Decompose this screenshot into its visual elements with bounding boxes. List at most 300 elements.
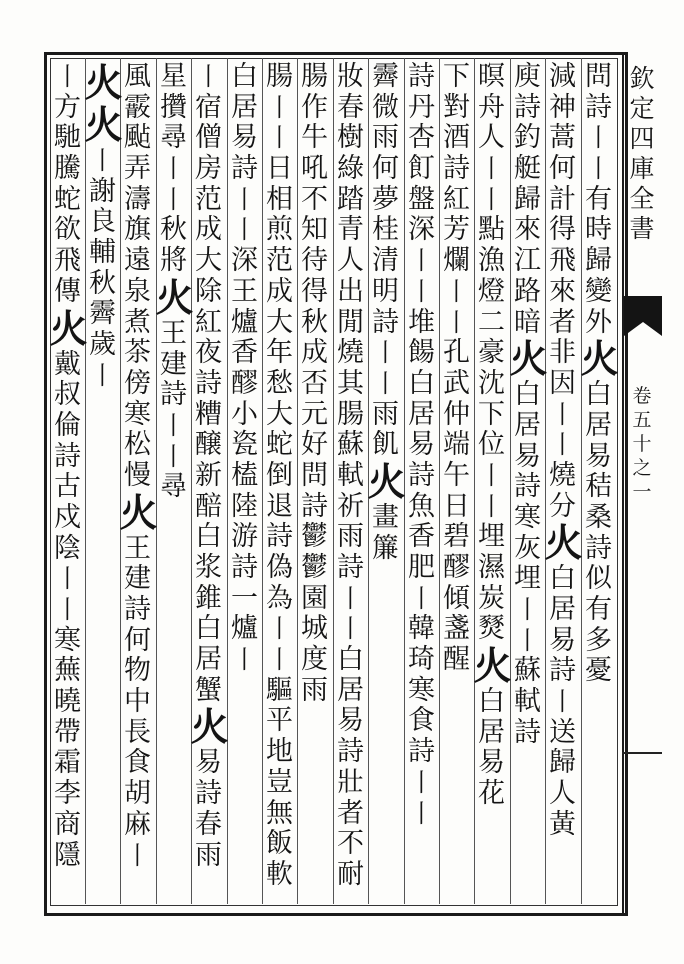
glyph: 元 [301,398,328,430]
glyph: 酒 [443,122,470,154]
glyph: 建 [124,563,151,595]
glyph: 丨 [337,614,363,644]
glyph: 醒 [443,644,470,676]
glyph: 平 [266,705,293,737]
glyph: 為 [266,582,293,614]
glyph: 居 [337,674,364,706]
glyph: 丨 [372,368,398,398]
glyph: 丨 [231,184,257,214]
glyph: 雨 [372,122,399,154]
glyph: 壯 [337,766,364,798]
glyph: 戍 [54,501,81,533]
glyph: 愁 [266,367,293,399]
glyph: 醅 [195,490,222,522]
text-column [580,61,619,902]
glyph: 鬱 [301,552,328,583]
glyph: 丨 [160,154,186,184]
glyph: 尋 [160,471,187,503]
glyph: 雨 [337,521,364,553]
glyph: 中 [124,686,151,718]
glyph: 紅 [443,183,470,215]
glyph: 好 [301,429,328,461]
glyph: 易 [195,747,222,779]
glyph: 飛 [549,245,576,277]
glyph: 下 [443,61,470,92]
glyph: 丨 [478,184,504,214]
glyph: 餳 [408,337,435,369]
glyph: 碧 [443,521,470,553]
glyph: 歲 [89,329,116,361]
glyph: 對 [443,91,470,123]
glyph: 寒 [408,674,435,706]
text-column [49,62,88,902]
glyph: 火 [367,458,406,504]
glyph: 蛇 [54,183,81,215]
glyph: 丨 [266,123,292,153]
glyph: 非 [549,337,576,369]
glyph: 得 [549,214,576,246]
glyph: 丨 [54,595,80,624]
glyph: 青 [337,214,364,246]
glyph: 日 [443,490,470,522]
glyph: 深 [231,245,258,277]
glyph: 路 [514,275,541,307]
glyph: 似 [585,563,612,595]
glyph: 丨 [585,123,611,153]
glyph: 良 [89,206,116,238]
glyph: 陰 [54,532,81,564]
glyph: 退 [266,490,293,522]
glyph: 霰 [124,91,151,123]
glyph: 詩 [408,61,435,92]
glyph: 小 [231,398,258,430]
glyph: 秋 [301,306,328,338]
glyph: 香 [231,337,258,369]
glyph: 丨 [160,184,186,214]
glyph: 者 [337,797,364,829]
glyph: 燈 [478,275,505,307]
glyph: 煎 [266,214,293,246]
glyph: 詩 [549,655,576,687]
glyph: 居 [231,91,258,123]
glyph: 詩 [301,490,328,522]
glyph: 馳 [54,122,81,154]
glyph: 星 [160,61,187,92]
glyph: 盤 [408,183,435,215]
glyph: 燹 [478,613,505,645]
glyph: 之 [632,457,652,479]
glyph: 軾 [514,686,541,718]
glyph: 霜 [54,747,81,779]
glyph: 卷 [632,385,652,407]
glyph: 四 [629,124,655,153]
margin-rule [622,752,662,754]
glyph: 丨 [372,338,398,368]
glyph: 丨 [266,92,292,122]
glyph: 詩 [372,306,399,338]
glyph: 計 [549,183,576,215]
glyph: 舟 [478,91,505,123]
glyph: 易 [549,624,576,656]
glyph: 易 [231,122,258,154]
glyph: 明 [372,275,399,307]
glyph: 燒 [549,459,576,491]
glyph: 詩 [231,153,258,185]
glyph: 王 [231,275,258,307]
glyph: 颭 [124,122,151,154]
glyph: 偽 [266,552,293,583]
glyph: 方 [54,91,81,123]
glyph: 傾 [443,582,470,614]
glyph: 炭 [478,582,505,614]
glyph: 不 [301,183,328,215]
glyph: 爐 [231,306,258,338]
glyph: 丹 [408,91,435,123]
glyph: 居 [585,409,612,441]
glyph: 丨 [54,62,80,91]
glyph: 糟 [195,398,222,430]
glyph: 燒 [337,337,364,369]
glyph: 松 [124,429,151,461]
glyph: 艇 [514,153,541,185]
glyph: 詩 [514,91,541,123]
glyph: 寒 [54,624,81,656]
glyph: 白 [231,61,258,92]
glyph: 埋 [478,521,505,553]
glyph: 丨 [443,307,469,337]
glyph: 丨 [266,614,292,644]
glyph: 者 [549,306,576,338]
glyph: 風 [124,61,151,92]
glyph: 相 [266,183,293,215]
text-column [119,61,158,902]
glyph: 歸 [514,183,541,215]
glyph: 送 [549,716,576,748]
glyph: 尋 [160,122,187,154]
text-column [227,62,262,902]
glyph: 十 [632,433,652,455]
glyph: 火 [49,305,88,351]
glyph: 茶 [124,337,151,369]
glyph: 沈 [478,367,505,399]
text-column [544,61,583,902]
glyph: 五 [632,409,652,431]
glyph: 傳 [54,275,81,307]
glyph: 飯 [266,828,293,860]
glyph: 醸 [195,429,222,461]
glyph: 丨 [478,491,504,521]
glyph: 飢 [372,429,399,461]
glyph: 攢 [160,91,187,123]
glyph: 丨 [549,430,575,460]
glyph: 江 [514,245,541,277]
glyph: 遠 [124,245,151,277]
glyph: 詩 [54,440,81,472]
glyph: 豪 [478,337,505,369]
glyph: 待 [301,245,328,277]
glyph: 易 [585,440,612,472]
fishtail-mark [624,296,662,336]
glyph: 成 [266,275,293,307]
glyph: 分 [549,490,576,522]
glyph: 有 [585,183,612,215]
glyph: 白 [408,367,435,399]
glyph: 詩 [124,594,151,625]
glyph: 多 [585,624,612,656]
glyph: 白 [478,686,505,718]
glyph: 霽 [372,61,399,92]
glyph: 騰 [54,153,81,185]
glyph: 火 [190,704,229,750]
glyph: 清 [372,245,399,277]
glyph: 詩 [231,552,258,583]
glyph: 何 [549,153,576,185]
glyph: 詩 [408,459,435,491]
glyph: 憂 [585,655,612,687]
glyph: 大 [266,306,293,338]
glyph: 古 [54,471,81,503]
text-column [262,62,297,902]
glyph: 成 [195,214,222,246]
glyph: 王 [160,317,187,349]
glyph: 瓷 [231,429,258,461]
glyph: 春 [195,808,222,840]
glyph: 釣 [514,122,541,154]
glyph: 祈 [337,490,364,522]
glyph: 范 [195,183,222,215]
glyph: 蕪 [54,655,81,687]
glyph: 易 [337,705,364,737]
glyph: 范 [266,245,293,277]
glyph: 丨 [549,687,575,717]
glyph: 軾 [337,459,364,491]
glyph: 秋 [160,214,187,246]
glyph: 蒿 [549,122,576,154]
glyph: 詩 [337,736,364,768]
glyph: 麻 [124,808,151,840]
glyph: 韓 [408,613,435,645]
glyph: 腸 [301,61,328,92]
glyph: 醪 [443,552,470,583]
glyph: 居 [478,716,505,748]
glyph: 堆 [408,306,435,338]
glyph: 夢 [372,183,399,215]
glyph: 建 [160,348,187,380]
glyph: 端 [443,429,470,461]
glyph: 胡 [124,778,151,810]
glyph: 榼 [231,459,258,491]
glyph: 書 [629,214,655,243]
text-column [404,62,439,902]
glyph: 陸 [231,490,258,522]
glyph: 濕 [478,552,505,583]
glyph: 倒 [266,459,293,491]
glyph: 埋 [514,563,541,595]
glyph: 肥 [408,552,435,583]
glyph: 桂 [372,214,399,246]
glyph: 黃 [549,808,576,840]
glyph: 灰 [514,532,541,564]
glyph: 詩 [337,552,364,583]
text-column [473,61,512,902]
glyph: 蟹 [195,674,222,706]
glyph: 居 [514,409,541,441]
glyph: 丨 [408,583,434,613]
glyph: 定 [629,94,655,123]
glyph: 詩 [443,153,470,185]
glyph: 丨 [160,441,186,471]
glyph: 雨 [195,839,222,871]
glyph: 否 [301,367,328,399]
glyph: 夜 [195,337,222,369]
glyph: 吼 [301,153,328,185]
glyph: 弄 [124,153,151,185]
glyph: 春 [337,91,364,123]
glyph: 日 [266,153,293,185]
glyph: 錐 [195,582,222,614]
glyph: 武 [443,367,470,399]
glyph: 白 [514,379,541,411]
glyph: 詩 [160,379,187,411]
glyph: 宿 [195,91,222,123]
glyph: 庾 [514,61,541,92]
glyph: 深 [408,214,435,246]
glyph: 大 [195,245,222,277]
glyph: 飛 [54,245,81,277]
text-column [333,62,368,902]
glyph: 居 [195,644,222,676]
glyph: 無 [266,797,293,829]
glyph: 有 [585,594,612,625]
glyph: 火 [119,489,158,535]
glyph: 白 [337,644,364,676]
glyph: 年 [266,337,293,369]
glyph: 詩 [195,778,222,810]
glyph: 火 [473,643,512,689]
glyph: 漁 [478,245,505,277]
glyph: 何 [372,153,399,185]
glyph: 因 [549,367,576,399]
glyph: 寒 [514,501,541,533]
glyph: 成 [301,337,328,369]
glyph: 暝 [478,61,505,92]
glyph: 雨 [301,674,328,706]
glyph: 一 [231,582,258,614]
glyph: 詩 [514,716,541,748]
glyph: 房 [195,153,222,185]
glyph: 丨 [443,276,469,306]
glyph: 旗 [124,214,151,246]
glyph: 人 [549,778,576,810]
glyph: 食 [408,705,435,737]
glyph: 問 [585,61,612,92]
glyph: 李 [54,778,81,810]
glyph: 泉 [124,275,151,307]
glyph: 蘇 [514,655,541,687]
glyph: 倫 [54,409,81,441]
glyph: 芳 [443,214,470,246]
glyph: 園 [301,582,328,614]
glyph: 白 [585,379,612,411]
glyph: 孔 [443,337,470,369]
glyph: 慢 [124,459,151,491]
glyph: 丨 [549,399,575,429]
glyph: 腸 [337,398,364,430]
glyph: 點 [478,214,505,246]
glyph: 樹 [337,122,364,154]
glyph: 長 [124,716,151,748]
glyph: 雨 [372,398,399,430]
glyph: 曉 [54,686,81,718]
glyph: 來 [549,275,576,307]
glyph: 丨 [514,595,540,624]
glyph: 軟 [266,858,293,890]
glyph: 爛 [443,245,470,277]
glyph: 度 [301,644,328,676]
glyph: 城 [301,613,328,645]
glyph: 時 [585,214,612,246]
text-column [439,62,474,902]
glyph: 隱 [54,839,81,871]
glyph: 香 [408,521,435,553]
glyph: 詩 [408,736,435,768]
glyph: 秋 [89,267,116,299]
glyph: 王 [124,532,151,564]
glyph: 易 [514,440,541,472]
glyph: 歸 [585,245,612,277]
glyph: 豈 [266,766,293,798]
glyph: 謝 [89,175,116,207]
glyph: 詩 [585,91,612,123]
text-column [367,61,406,902]
volume-label [626,384,658,504]
glyph: 暗 [514,306,541,338]
glyph: 蛇 [266,429,293,461]
glyph: 寒 [124,398,151,430]
glyph: 人 [337,245,364,277]
glyph: 丨 [160,410,186,440]
glyph: 欽 [629,64,655,93]
glyph: 鬱 [301,521,328,553]
text-column [297,62,332,902]
glyph: 畫 [372,501,399,533]
glyph: 簾 [372,532,399,564]
glyph: 魚 [408,490,435,522]
glyph: 除 [195,275,222,307]
glyph: 不 [337,828,364,860]
glyph: 丨 [124,840,150,870]
glyph: 琦 [408,644,435,676]
glyph: 地 [266,736,293,768]
glyph: 詩 [266,521,293,553]
text-column [190,62,229,902]
glyph: 減 [549,61,576,92]
glyph: 詩 [585,532,612,564]
glyph: 丨 [231,645,257,675]
glyph: 易 [478,747,505,779]
glyph: 濤 [124,183,151,215]
glyph: 食 [124,747,151,779]
glyph: 欲 [54,214,81,246]
glyph: 居 [408,398,435,430]
glyph: 傍 [124,367,151,399]
glyph: 僧 [195,122,222,154]
glyph: 帶 [54,716,81,748]
glyph: 丨 [408,798,434,828]
glyph: 戴 [54,348,81,380]
glyph: 作 [301,91,328,123]
glyph: 丨 [231,215,257,245]
